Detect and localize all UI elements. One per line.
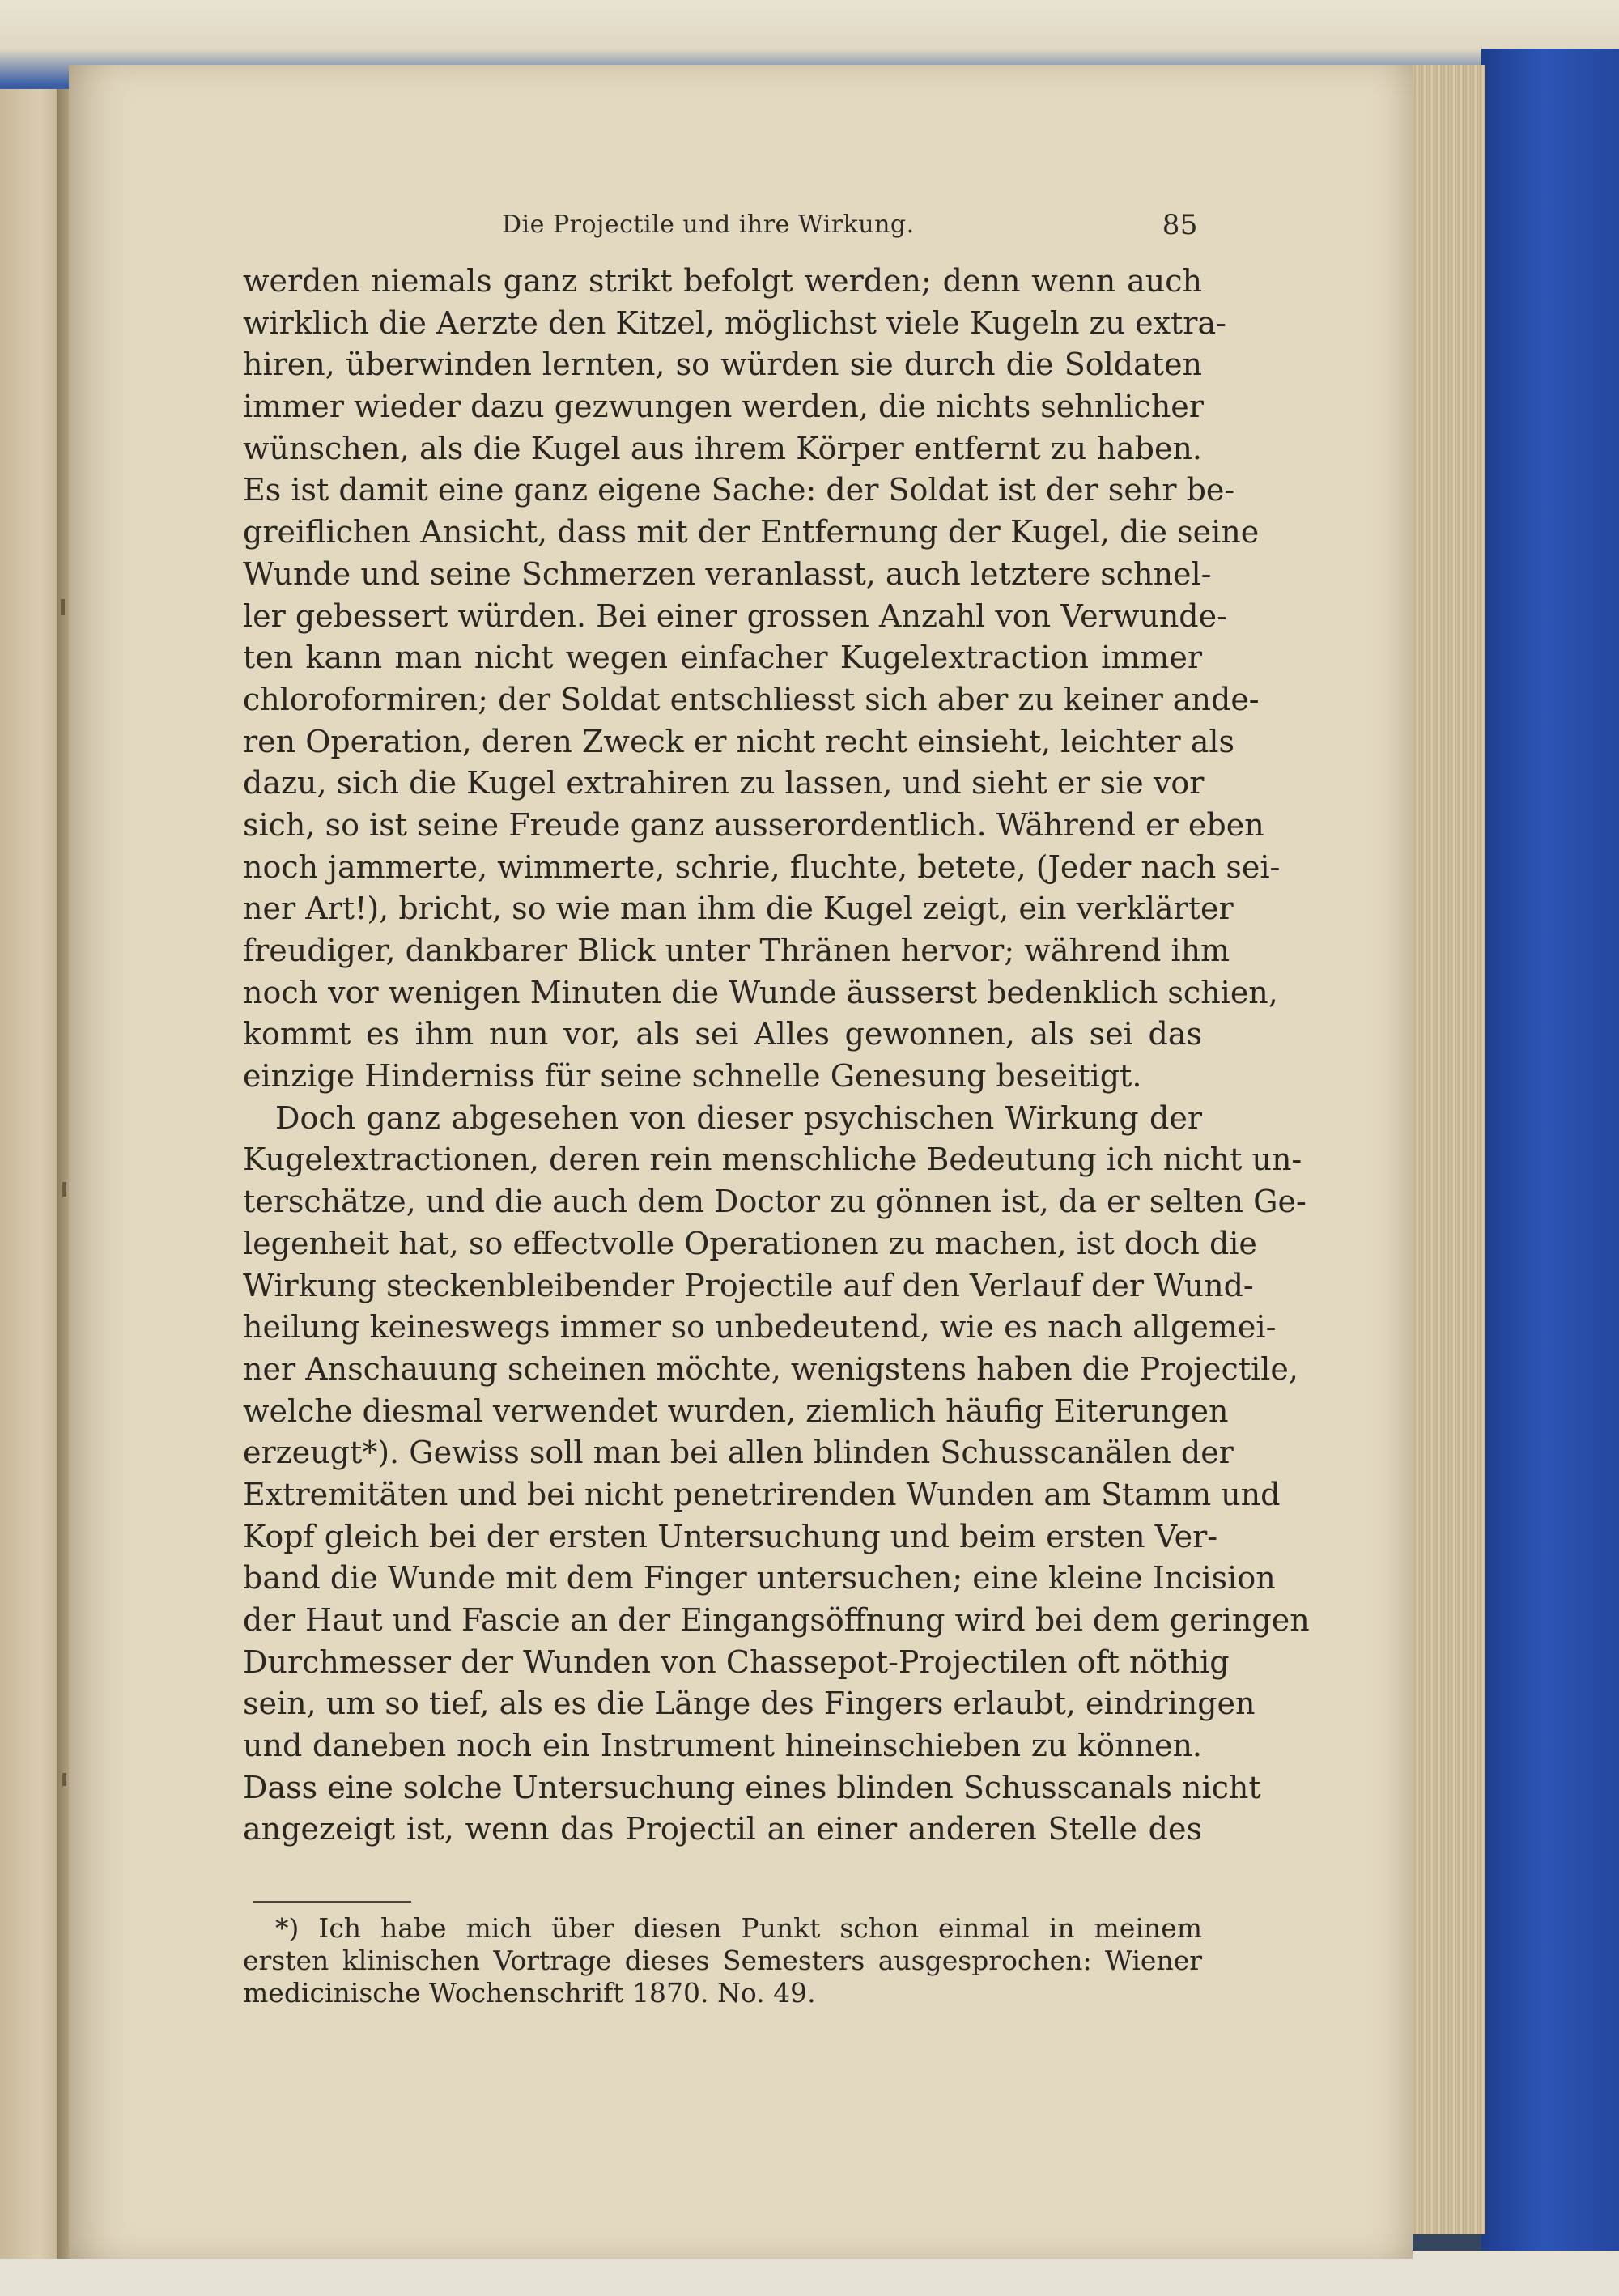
text-line: ren Operation, deren Zweck er nicht recht einsieht, leichter als	[243, 723, 1234, 759]
text-line: ner Art!), bricht, so wie man ihm die Kugel zeigt, ein verklärter	[243, 891, 1234, 927]
text-line: welche diesmal verwendet wurden, ziemlich häufig Eiterungen	[243, 1392, 1229, 1429]
text-line: immer wieder dazu gezwungen werden, die nichts sehnlicher	[243, 389, 1204, 425]
text-line: legenheit hat, so effectvolle Operationen zu machen, ist doch die	[243, 1225, 1257, 1261]
text-line: heilung keineswegs immer so unbedeutend, wie es nach allgemei-	[243, 1309, 1277, 1346]
text-line: noch vor wenigen Minuten die Wunde äusserst bedenklich schien,	[243, 974, 1278, 1010]
margin-mark	[61, 599, 65, 615]
text-line: greiflichen Ansicht, dass mit der Entfernung der Kugel, die seine	[243, 514, 1260, 551]
footnote-line: medicinische Wochenschrift 1870. No. 49.	[243, 1977, 816, 2009]
text-line: Dass eine solche Untersuchung eines blinden Schusscanals nicht	[243, 1769, 1261, 1805]
paragraph-start-line: Doch ganz abgesehen von dieser psychischen Wirkung der	[275, 1099, 1202, 1136]
text-line: Es ist damit eine ganz eigene Sache: der Soldat ist der sehr be-	[243, 472, 1235, 508]
footnote	[243, 1912, 1202, 2009]
text-line: ner Anschauung scheinen möchte, wenigstens haben die Projectile,	[243, 1350, 1298, 1387]
text-line: Wunde und seine Schmerzen veranlasst, auch letztere schnel-	[243, 555, 1212, 592]
text-line: chloroformiren; der Soldat entschliesst sich aber zu keiner ande-	[243, 681, 1260, 717]
text-line: freudiger, dankbarer Blick unter Thränen hervor; während ihm	[243, 933, 1230, 968]
text-line: noch jammerte, wimmerte, schrie, fluchte, betete, (Jeder nach sei-	[243, 848, 1281, 885]
text-line: Durchmesser der Wunden von Chassepot-Projectilen oft nöthig	[243, 1643, 1230, 1680]
text-line: hiren, überwinden lernten, so würden sie durch die Soldaten	[243, 347, 1202, 383]
paragraph-end-line: einzige Hinderniss für seine schnelle Genesung beseitigt.	[243, 1058, 1142, 1095]
text-line: wünschen, als die Kugel aus ihrem Körper entfernt zu haben.	[243, 430, 1202, 466]
page-number: 85	[1162, 209, 1198, 241]
footnote-line: ersten klinischen Vortrage dieses Semesters ausgesprochen: Wiener	[243, 1945, 1202, 1976]
text-line: Kopf gleich bei der ersten Untersuchung und beim ersten Ver-	[243, 1518, 1218, 1554]
footnote-line: *) Ich habe mich über diesen Punkt schon einmal in meinem	[275, 1912, 1202, 1944]
margin-mark	[62, 1182, 66, 1197]
text-line: kommt es ihm nun vor, als sei Alles gewonnen, als sei das	[243, 1016, 1202, 1052]
text-line: angezeigt ist, wenn das Projectil an einer anderen Stelle des	[243, 1811, 1202, 1847]
text-line: werden niemals ganz strikt befolgt werden; denn wenn auch	[243, 263, 1202, 299]
text-line: Extremitäten und bei nicht penetrirenden Wunden am Stamm und	[243, 1476, 1281, 1512]
text-line: band die Wunde mit dem Finger untersuchen; eine kleine Incision	[243, 1560, 1276, 1597]
text-line: ler gebessert würden. Bei einer grossen Anzahl von Verwunde-	[243, 597, 1227, 634]
text-line: Wirkung steckenbleibender Projectile auf den Verlauf der Wund-	[243, 1267, 1254, 1303]
body-text	[243, 261, 1310, 1851]
text-line: Kugelextractionen, deren rein menschliche Bedeutung ich nicht un-	[243, 1142, 1302, 1178]
text-line: ten kann man nicht wegen einfacher Kugelextraction immer	[243, 640, 1202, 676]
footnote-rule	[253, 1901, 411, 1903]
text-line: und daneben noch ein Instrument hineinschieben zu können.	[243, 1728, 1202, 1764]
text-line: sein, um so tief, als es die Länge des Fingers erlaubt, eindringen	[243, 1686, 1256, 1722]
text-line: terschätze, und die auch dem Doctor zu gönnen ist, da er selten Ge-	[243, 1184, 1307, 1220]
margin-mark	[62, 1773, 66, 1786]
text-line: der Haut und Fascie an der Eingangsöffnung wird bei dem geringen	[243, 1602, 1310, 1638]
page-header	[243, 202, 1198, 251]
text-line: dazu, sich die Kugel extrahiren zu lassen, und sieht er sie vor	[243, 765, 1205, 801]
text-line: sich, so ist seine Freude ganz ausserordentlich. Während er eben	[243, 806, 1264, 843]
page-block-edges	[1413, 65, 1485, 2234]
text-line: wirklich die Aerzte den Kitzel, möglichst viele Kugeln zu extra-	[243, 304, 1226, 341]
book-cover-right	[1481, 49, 1619, 2296]
running-head: Die Projectile und ihre Wirkung.	[502, 210, 915, 239]
text-line: erzeugt*). Gewiss soll man bei allen blinden Schusscanälen der	[243, 1435, 1234, 1471]
